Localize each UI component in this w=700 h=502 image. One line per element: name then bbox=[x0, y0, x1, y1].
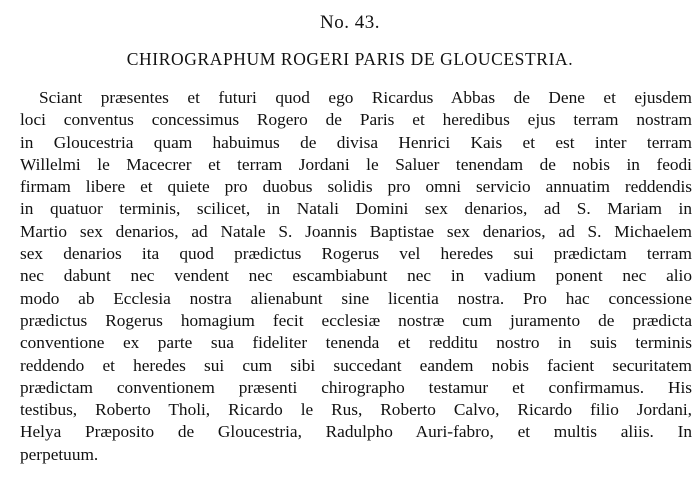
text-line: Martio sex denarios, ad Natale S. Joannis Baptistae sex denarios, ad S. Michaelem bbox=[20, 221, 692, 241]
text-line: reddendo et heredes sui cum sibi succedant eandem nobis facient securitatem bbox=[20, 355, 692, 375]
text-line: testibus, Roberto Tholi, Ricardo le Rus, Roberto Calvo, Ricardo filio Jordani, bbox=[20, 400, 692, 420]
text-line: firmam libere et quiete pro duobus solidis pro omni servicio annuatim reddendis bbox=[20, 177, 692, 197]
text-line: modo ab Ecclesia nostra alienabunt sine licentia nostra. Pro hac concessione bbox=[20, 288, 692, 308]
text-line: loci conventus concessimus Rogero de Paris et heredibus ejus terram nostram bbox=[20, 110, 692, 130]
document-number: No. 43. bbox=[320, 12, 380, 33]
text-line: Sciant præsentes et futuri quod ego Ricardus Abbas de Dene et ejusdem bbox=[39, 88, 692, 107]
text-line: conventione ex parte sua fideliter tenenda et redditu nostro in suis terminis bbox=[20, 333, 692, 353]
text-line: prædictam conventionem præsenti chirographo testamur et confirmamus. His bbox=[20, 377, 692, 397]
document-title: CHIROGRAPHUM ROGERI PARIS DE GLOUCESTRIA. bbox=[126, 49, 574, 69]
text-line: in Gloucestria quam habuimus de divisa Henrici Kais et est inter terram bbox=[20, 132, 692, 152]
charter-text bbox=[20, 87, 692, 466]
text-line: nec dabunt nec vendent nec escambiabunt nec in vadium ponent nec alio bbox=[20, 266, 692, 286]
text-line: sex denarios ita quod prædictus Rogerus vel heredes sui prædictam terram bbox=[20, 244, 692, 264]
text-line: Helya Præposito de Gloucestria, Radulpho Auri-fabro, et multis aliis. In bbox=[20, 422, 692, 442]
text-line: prædictus Rogerus homagium fecit ecclesiæ nostræ cum juramento de prædicta bbox=[20, 310, 692, 330]
text-line: in quatuor terminis, scilicet, in Natali Domini sex denarios, ad S. Mariam in bbox=[20, 199, 692, 219]
text-line: perpetuum. bbox=[20, 444, 99, 464]
text-line: Willelmi le Macecrer et terram Jordani le Saluer tenendam de nobis in feodi bbox=[20, 154, 692, 174]
